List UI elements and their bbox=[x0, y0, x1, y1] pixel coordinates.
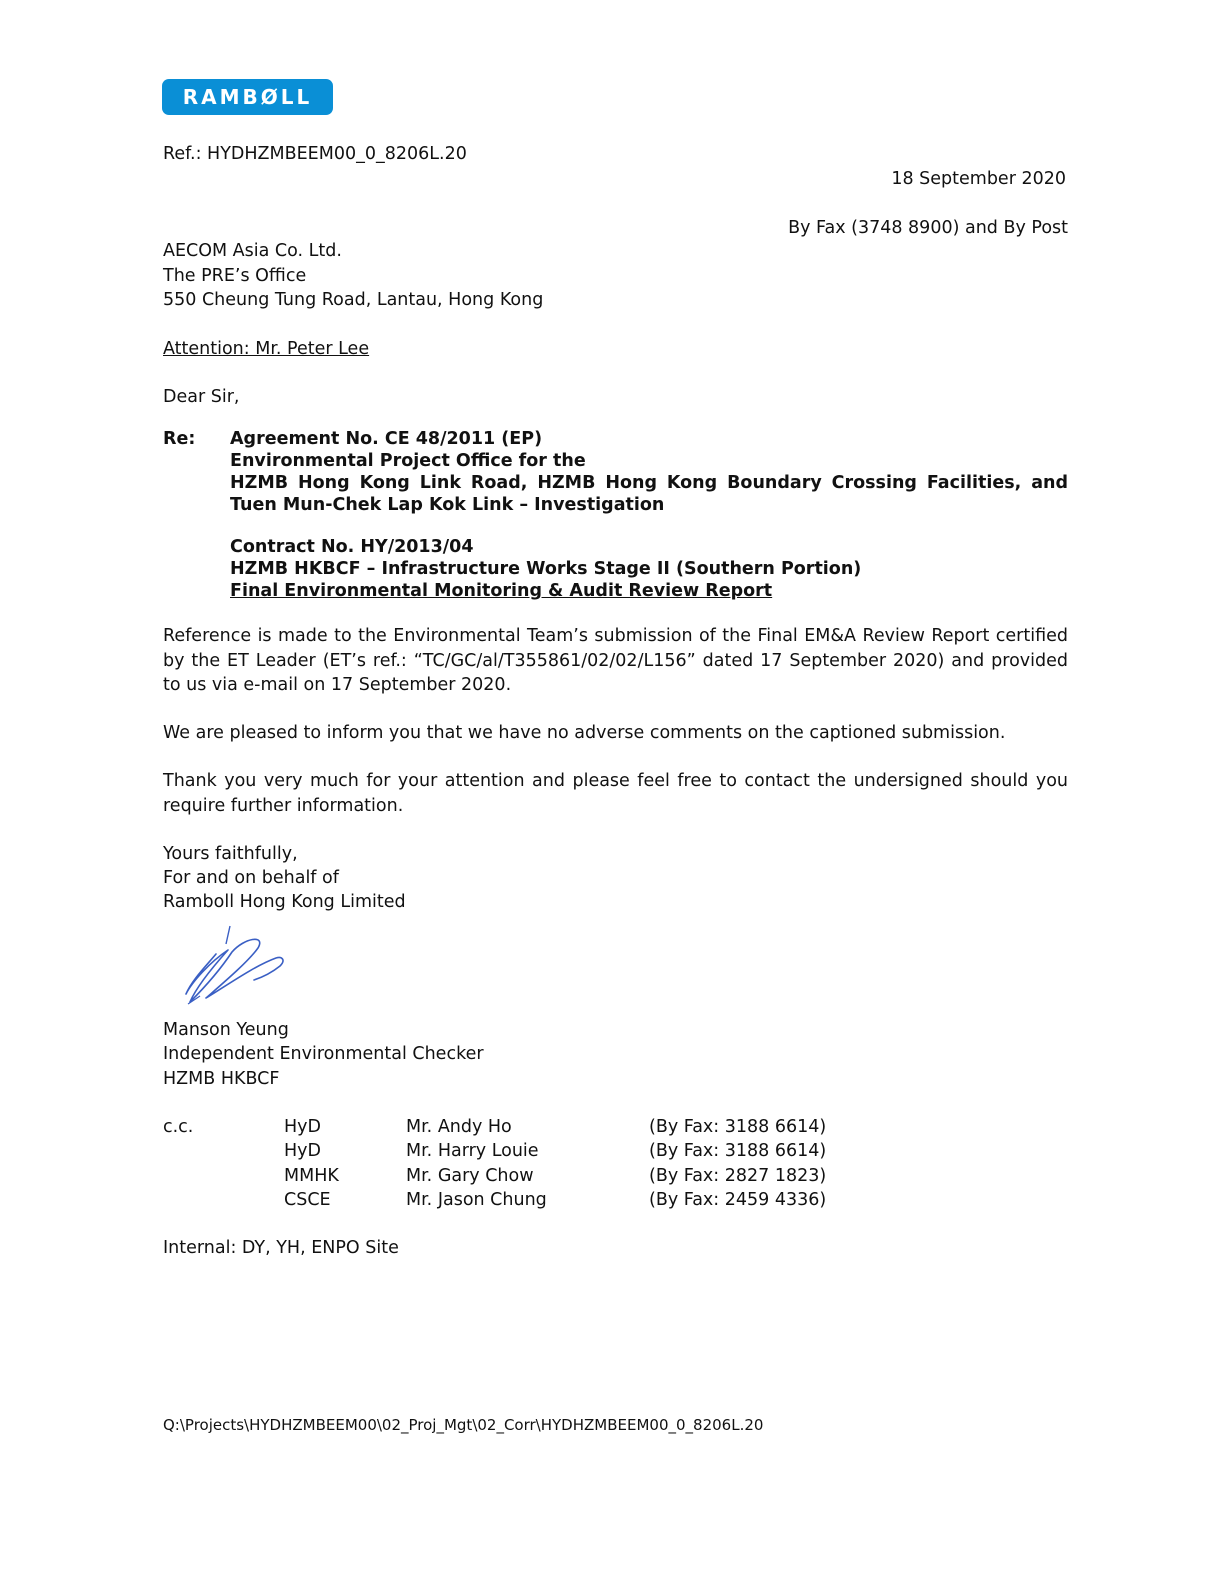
cc-org: HyD bbox=[284, 1141, 321, 1161]
closing-company: Ramboll Hong Kong Limited bbox=[163, 892, 406, 912]
re-subject-contract bbox=[230, 536, 1068, 602]
internal-distribution: Internal: DY, YH, ENPO Site bbox=[163, 1238, 399, 1258]
attention-line: Attention: Mr. Peter Lee bbox=[163, 339, 370, 359]
cc-row bbox=[163, 1164, 863, 1188]
signatory-title: Independent Environmental Checker bbox=[163, 1044, 484, 1064]
cc-fax: (By Fax: 3188 6614) bbox=[649, 1141, 827, 1161]
cc-fax: (By Fax: 2459 4336) bbox=[649, 1190, 827, 1210]
reference-number: Ref.: HYDHZMBEEM00_0_8206L.20 bbox=[163, 144, 467, 164]
letter-date: 18 September 2020 bbox=[891, 169, 1066, 189]
cc-row bbox=[163, 1115, 863, 1139]
re-line: Contract No. HY/2013/04 bbox=[230, 537, 474, 557]
recipient-office: The PRE’s Office bbox=[163, 266, 307, 286]
cc-row bbox=[163, 1188, 863, 1212]
cc-name: Mr. Andy Ho bbox=[406, 1117, 512, 1137]
file-path-footer: Q:\Projects\HYDHZMBEEM00\02_Proj_Mgt\02_Corr\HYDHZMBEEM00_0_8206L.20 bbox=[163, 1416, 764, 1434]
cc-org: HyD bbox=[284, 1117, 321, 1137]
signatory-name: Manson Yeung bbox=[163, 1020, 289, 1040]
cc-name: Mr. Harry Louie bbox=[406, 1141, 539, 1161]
cc-fax: (By Fax: 2827 1823) bbox=[649, 1166, 827, 1186]
re-line: HZMB HKBCF – Infrastructure Works Stage II (Southern Portion) bbox=[230, 559, 862, 579]
re-line: Environmental Project Office for the bbox=[230, 451, 586, 471]
cc-row bbox=[163, 1139, 863, 1163]
body-paragraph-2: We are pleased to inform you that we have no adverse comments on the captioned submission. bbox=[163, 723, 1006, 743]
re-subject-agreement bbox=[230, 428, 1068, 516]
re-line: HZMB Hong Kong Link Road, HZMB Hong Kong Boundary Crossing Facilities, and bbox=[230, 473, 1068, 493]
cc-org: CSCE bbox=[284, 1190, 331, 1210]
salutation: Dear Sir, bbox=[163, 387, 240, 407]
recipient-street: 550 Cheung Tung Road, Lantau, Hong Kong bbox=[163, 290, 544, 310]
cc-name: Mr. Jason Chung bbox=[406, 1190, 547, 1210]
closing-line: Yours faithfully, bbox=[163, 844, 298, 864]
signatory-project: HZMB HKBCF bbox=[163, 1069, 280, 1089]
re-line: Agreement No. CE 48/2011 (EP) bbox=[230, 429, 543, 449]
delivery-method: By Fax (3748 8900) and By Post bbox=[788, 218, 1068, 238]
report-title: Final Environmental Monitoring & Audit Review Report bbox=[230, 581, 773, 601]
cc-fax: (By Fax: 3188 6614) bbox=[649, 1117, 827, 1137]
cc-org: MMHK bbox=[284, 1166, 339, 1186]
company-logo: RAMBØLL bbox=[162, 79, 333, 115]
handwritten-signature bbox=[170, 922, 300, 1012]
re-label: Re: bbox=[163, 429, 196, 449]
cc-label: c.c. bbox=[163, 1117, 194, 1137]
closing-line: For and on behalf of bbox=[163, 868, 339, 888]
cc-name: Mr. Gary Chow bbox=[406, 1166, 534, 1186]
body-paragraph-1: Reference is made to the Environmental Team’s submission of the Final EM&A Review Report certified by the ET Leader (ET’s ref.: “TC/GC/al/T355861/02/02/L156” dated 17 September 2020) and provided to us via e-mail on 17 September 2020. bbox=[163, 626, 1068, 695]
recipient-company: AECOM Asia Co. Ltd. bbox=[163, 241, 342, 261]
re-line: Tuen Mun-Chek Lap Kok Link – Investigation bbox=[230, 495, 665, 515]
body-paragraph-3: Thank you very much for your attention and please feel free to contact the undersigned should you require further information. bbox=[163, 771, 1068, 816]
